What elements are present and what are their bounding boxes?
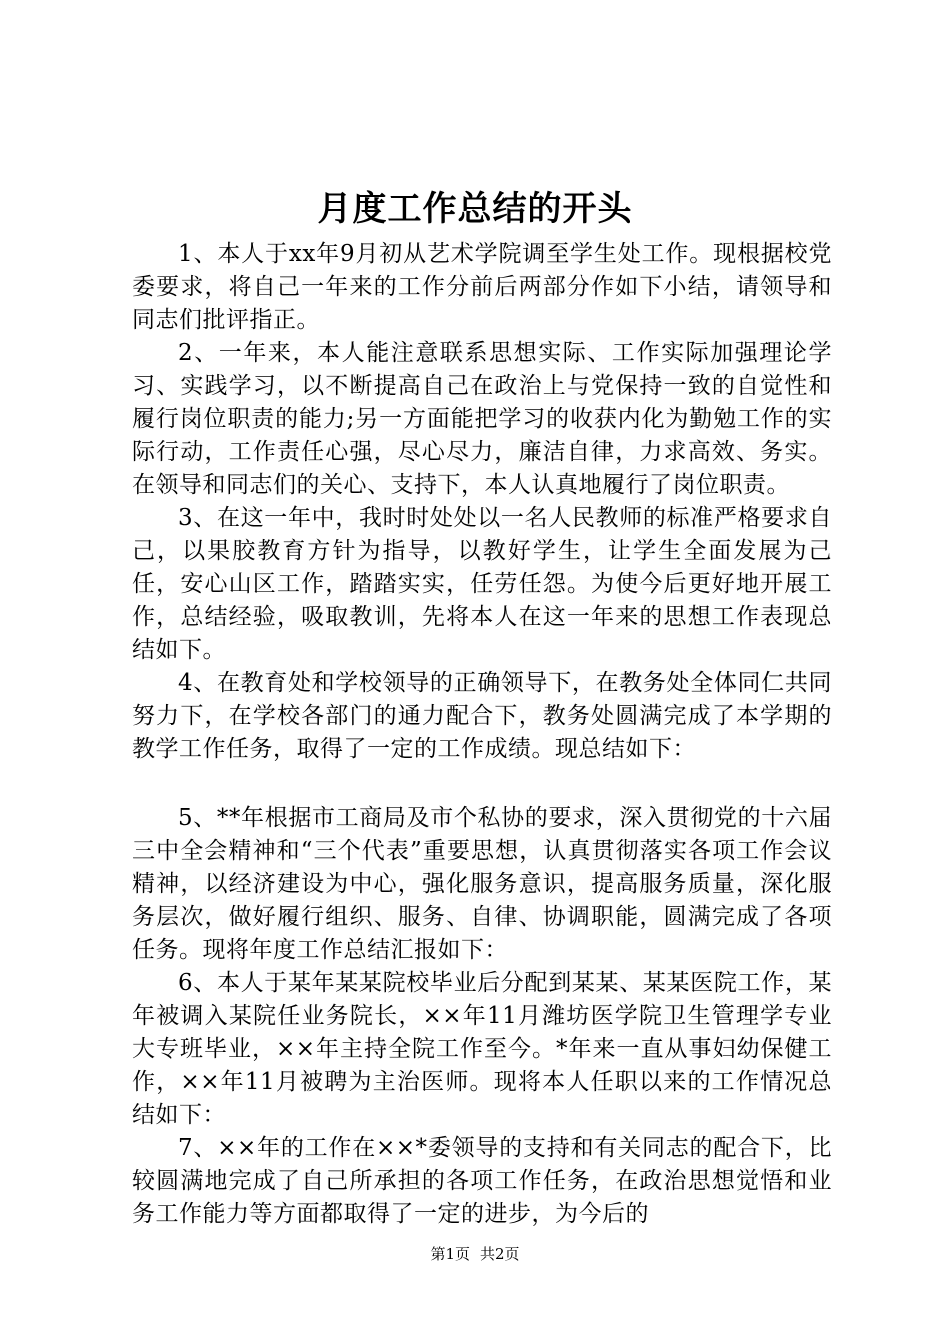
paragraph-5: 5、**年根据市工商局及市个私协的要求，深入贯彻党的十六届三中全会精神和“三个代表”重要思想，认真贯彻落实各项工作会议精神，以经济建设为中心，强化服务意识，提高服务质量，深化服务层次，做好履行组织、服务、自律、协调职能，圆满完成了各项任务。现将年度工作总结汇报如下： xyxy=(132,805,832,963)
paragraph-3: 3、在这一年中，我时时处处以一名人民教师的标准严格要求自己，以果胶教育方针为指导，以教好学生，让学生全面发展为己任，安心山区工作，踏踏实实，任劳任怨。为使今后更好地开展工作，总结经验，吸取教训，先将本人在这一年来的思想工作表现总结如下。 xyxy=(132,505,832,663)
document-body xyxy=(132,238,832,1231)
page-title: 月度工作总结的开头 xyxy=(317,189,633,229)
paragraph-6: 6、本人于某年某某院校毕业后分配到某某、某某医院工作，某年被调入某院任业务院长，××年11月潍坊医学院卫生管理学专业大专班毕业，××年主持全院工作至今。*年来一直从事妇幼保健工作，××年11月被聘为主治医师。现将本人任职以来的工作情况总结如下： xyxy=(132,970,832,1128)
page-total: 共2页 xyxy=(480,1245,520,1263)
paragraph-2: 2、一年来，本人能注意联系思想实际、工作实际加强理论学习、实践学习，以不断提高自己在政治上与党保持一致的自觉性和履行岗位职责的能力;另一方面能把学习的收获内化为勤勉工作的实际行动，工作责任心强，尽心尽力，廉洁自律，力求高效、务实。在领导和同志们的关心、支持下，本人认真地履行了岗位职责。 xyxy=(132,340,832,498)
page-footer xyxy=(0,1244,950,1264)
page-number: 第1页 xyxy=(430,1245,470,1263)
paragraph-4: 4、在教育处和学校领导的正确领导下，在教务处全体同仁共同努力下，在学校各部门的通力配合下，教务处圆满完成了本学期的教学工作任务，取得了一定的工作成绩。现总结如下： xyxy=(132,670,832,762)
paragraph-7: 7、××年的工作在××*委领导的支持和有关同志的配合下，比较圆满地完成了自己所承担的各项工作任务，在政治思想觉悟和业务工作能力等方面都取得了一定的进步，为今后的 xyxy=(132,1135,832,1227)
paragraph-1: 1、本人于xx年9月初从艺术学院调至学生处工作。现根据校党委要求，将自己一年来的工作分前后两部分作如下小结，请领导和同志们批评指正。 xyxy=(132,241,832,333)
